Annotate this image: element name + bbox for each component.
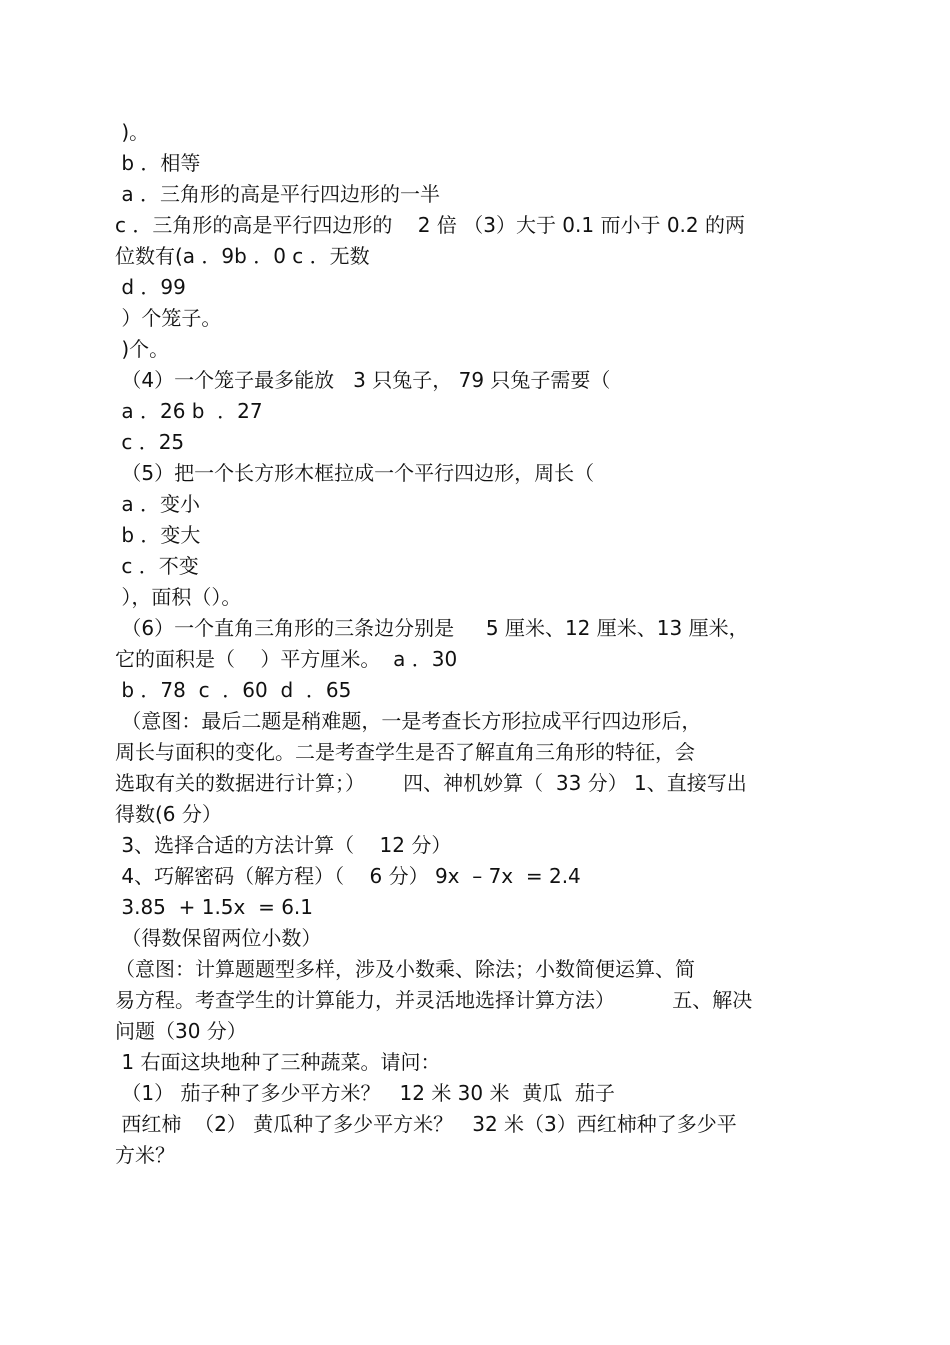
text-line: （4）一个笼子最多能放 3 只兔子， 79 只兔子需要（ — [115, 368, 611, 392]
text-line: 西红柿 （2） 黄瓜种了多少平方米？ 32 米（3）西红柿种了多少平 — [115, 1112, 737, 1136]
text-line: a ．变小 — [115, 492, 200, 516]
text-line: （得数保留两位小数） — [115, 926, 322, 950]
text-line: 位数有(a ．9b ．0 c ．无数 — [115, 244, 370, 268]
text-line: （5）把一个长方形木框拉成一个平行四边形，周长（ — [115, 461, 595, 485]
text-line: 4、巧解密码（解方程）（ 6 分） 9x – 7x = 2.4 — [115, 864, 581, 888]
text-line: d ．99 — [115, 275, 186, 299]
text-line: b ．变大 — [115, 523, 201, 547]
text-line: ）个笼子。 — [115, 306, 222, 330]
text-line: b ．78 c ．60 d ．65 — [115, 678, 352, 702]
text-line: c ．不变 — [115, 554, 199, 578]
text-line: 周长与面积的变化。二是考查学生是否了解直角三角形的特征，会 — [115, 740, 695, 764]
text-line: 得数(6 分） — [115, 802, 222, 826]
text-line: 问题（30 分） — [115, 1019, 247, 1043]
text-line: )。 — [115, 120, 150, 144]
text-line: ），面积（）。 — [115, 585, 242, 609]
text-line: a ．26 b ．27 — [115, 399, 263, 423]
text-line: 3、选择合适的方法计算（ 12 分） — [115, 833, 452, 857]
text-line: c ．25 — [115, 430, 185, 454]
text-line: c ．三角形的高是平行四边形的 2 倍 （3）大于 0.1 而小于 0.2 的两 — [115, 213, 745, 237]
text-line: b ．相等 — [115, 151, 201, 175]
text-line: （意图：计算题题型多样，涉及小数乘、除法；小数简便运算、简 — [115, 957, 695, 981]
text-line: 它的面积是（ ）平方厘米。 a ．30 — [115, 647, 458, 671]
text-line: 3.85 + 1.5x = 6.1 — [115, 895, 313, 919]
text-line: （1） 茄子种了多少平方米？ 12 米 30 米 黄瓜 茄子 — [115, 1081, 615, 1105]
text-line: 方米？ — [115, 1143, 175, 1167]
text-line: a ．三角形的高是平行四边形的一半 — [115, 182, 440, 206]
text-line: )个。 — [115, 337, 170, 361]
text-line: 易方程。考查学生的计算能力，并灵活地选择计算方法） 五、解决 — [115, 988, 753, 1012]
text-line: 选取有关的数据进行计算；） 四、神机妙算（ 33 分） 1、直接写出 — [115, 771, 747, 795]
text-line: （6）一个直角三角形的三条边分别是 5 厘米、12 厘米、13 厘米， — [115, 616, 749, 640]
text-line: 1 右面这块地种了三种蔬菜。请问： — [115, 1050, 441, 1074]
document-page — [115, 117, 830, 1171]
text-line: （意图：最后二题是稍难题，一是考查长方形拉成平行四边形后， — [115, 709, 702, 733]
